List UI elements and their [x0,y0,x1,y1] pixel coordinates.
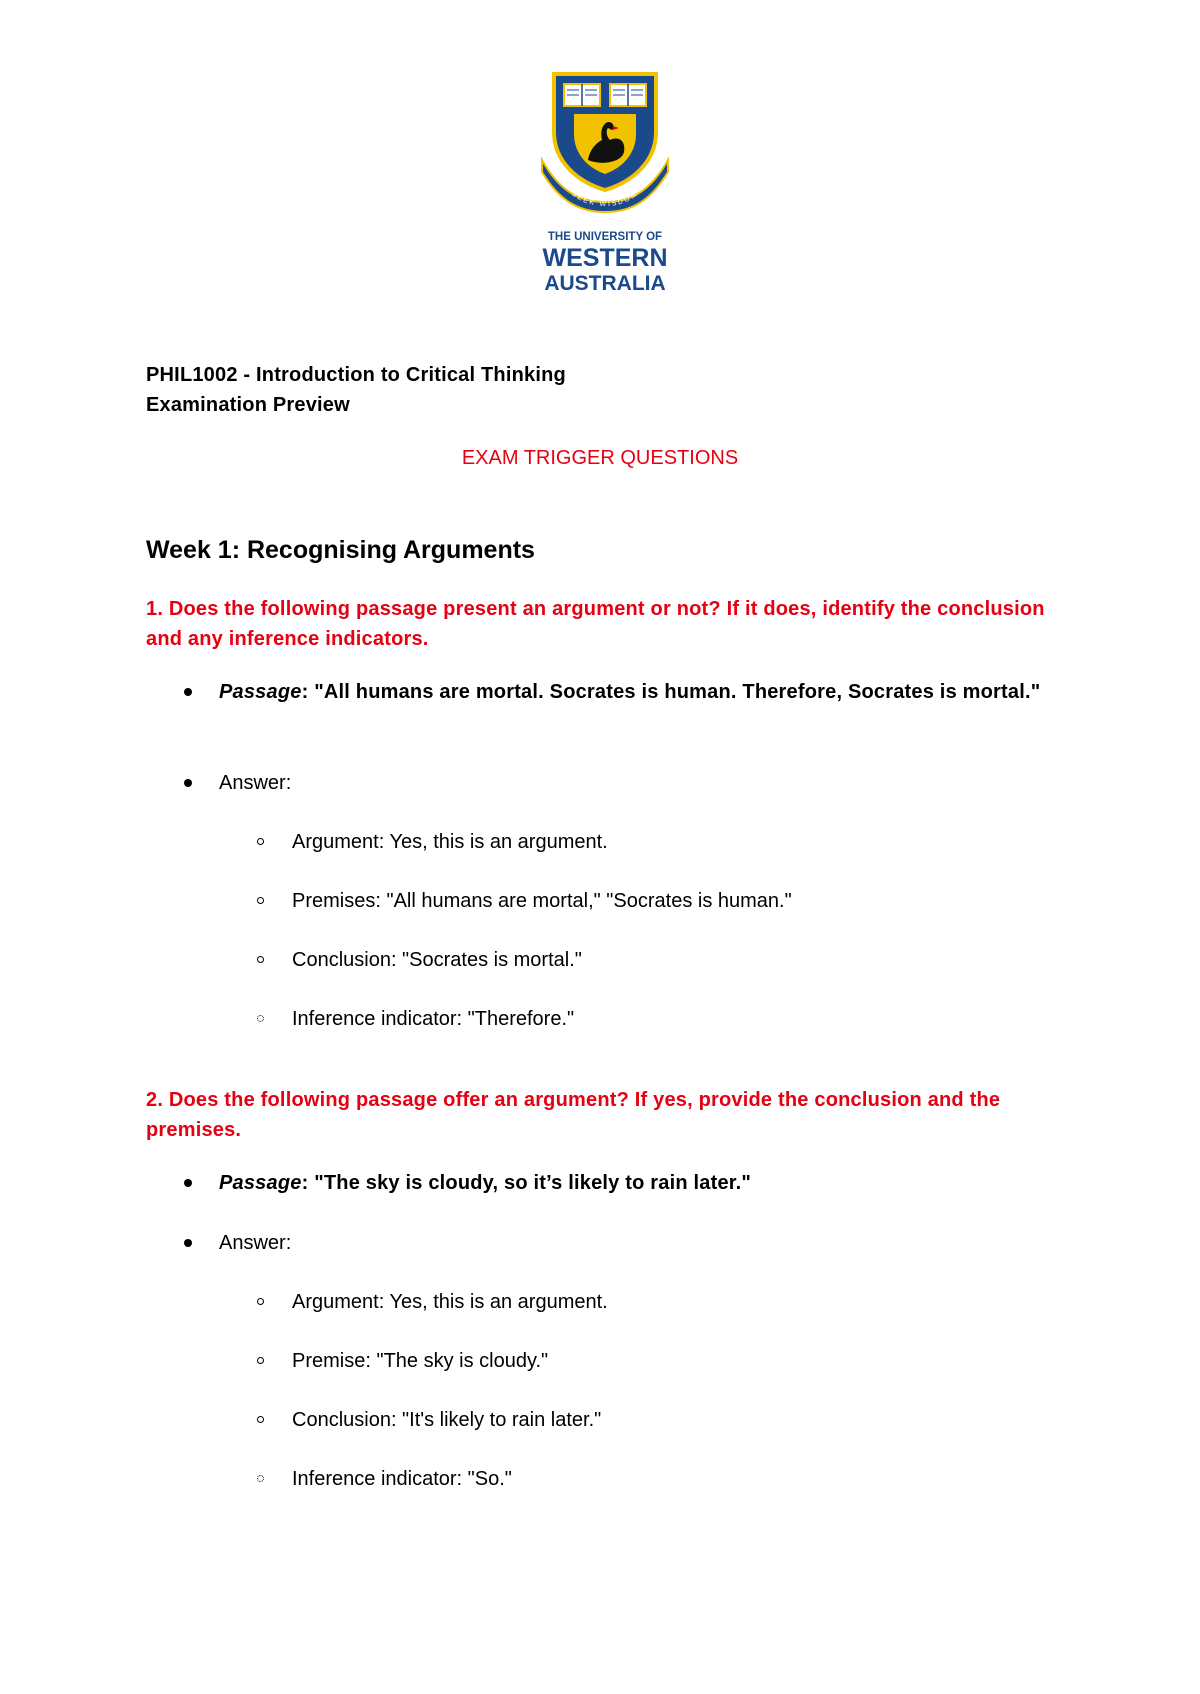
passage-label: Passage [219,1172,302,1194]
logo-line3: AUSTRALIA [544,272,666,295]
answer-text: Argument: Yes, this is an argument. [292,1291,608,1313]
passage-label: Passage [219,681,302,703]
bullet-icon [184,688,192,696]
answer-text: Inference indicator: "So." [292,1468,512,1490]
dotted-circle-bullet-icon [257,1015,264,1022]
answer-text: Inference indicator: "Therefore." [292,1008,575,1030]
section-title: EXAM TRIGGER QUESTIONS [461,447,739,469]
answer-label: Answer: [219,772,292,794]
dotted-circle-bullet-icon [257,1475,264,1482]
logo-line2: WESTERN [542,244,668,272]
answer-text: Premise: "The sky is cloudy." [292,1350,549,1372]
circle-bullet-icon [257,838,264,845]
answer-text: Conclusion: "Socrates is mortal." [292,949,582,971]
bullet-icon [184,1239,192,1247]
circle-bullet-icon [257,1357,264,1364]
passage-quote: : "All humans are mortal. Socrates is human. Therefore, Socrates is mortal." [301,681,1041,703]
circle-bullet-icon [257,897,264,904]
course-title: PHIL1002 - Introduction to Critical Thinking [146,364,566,386]
week-heading: Week 1: Recognising Arguments [146,536,535,564]
answer-text: Conclusion: "It's likely to rain later." [292,1409,602,1431]
passage-quote: : "The sky is cloudy, so it’s likely to rain later." [301,1172,752,1194]
bullet-icon [184,779,192,787]
course-header [146,360,566,420]
circle-bullet-icon [257,1416,264,1423]
logo-motto: SEEK WISDOM [570,190,640,209]
circle-bullet-icon [257,1298,264,1305]
logo-line1: THE UNIVERSITY OF [547,231,663,243]
answer-text: Argument: Yes, this is an argument. [292,831,608,853]
university-logo [540,70,670,300]
question-1: 1. Does the following passage present an argument or not? If it does, identify the conclusion and any inference indicators. [146,598,1045,650]
bullet-icon [184,1179,192,1187]
course-subtitle: Examination Preview [146,394,350,416]
question-2: 2. Does the following passage offer an argument? If yes, provide the conclusion and the premises. [146,1089,1001,1141]
answer-text: Premises: "All humans are mortal," "Socrates is human." [292,890,792,912]
passage-text [219,1168,1049,1198]
circle-bullet-icon [257,956,264,963]
answer-label: Answer: [219,1232,292,1254]
passage-text [219,677,1049,707]
